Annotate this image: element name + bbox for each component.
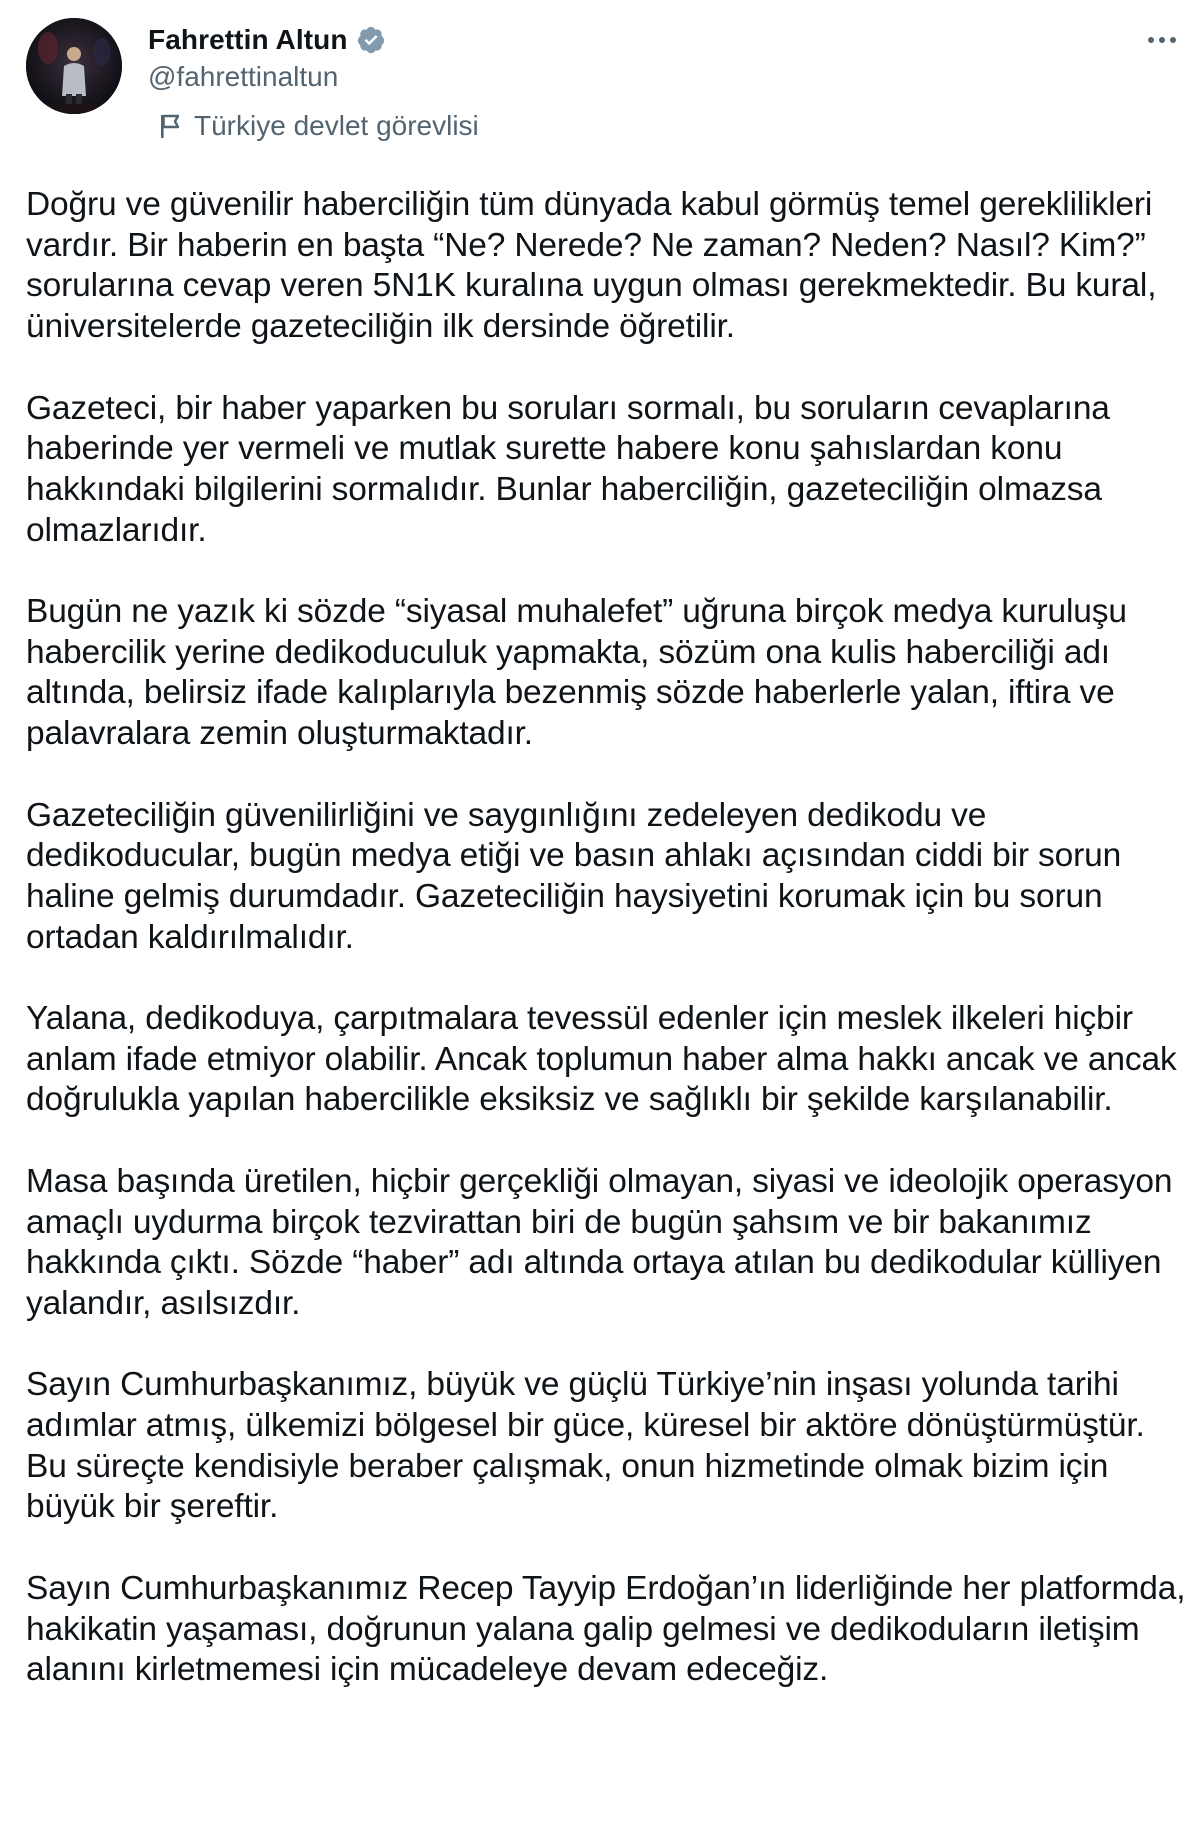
author-name-row[interactable] [148, 20, 386, 60]
tweet-paragraph: Sayın Cumhurbaşkanımız Recep Tayyip Erdoğan’ın liderliğinde her platformda, hakikatin yaşaması, doğrunun yalana galip gelmesi ve dedikoduların iletişim alanını kirletmemesi için mücadeleye devam edeceğiz. [26, 1569, 1186, 1689]
avatar[interactable] [26, 18, 122, 114]
tweet-paragraph: Masa başında üretilen, hiçbir gerçekliği olmayan, siyasi ve ideolojik operasyon amaçlı uydurma birçok tezvirattan biri de bugün şahsım ve bir bakanımız hakkında çıktı. Sözde “haber” adı altında ortaya atılan bu dedikodular külliyen yalandır, asılsızdır. [26, 1162, 1173, 1322]
tweet-paragraph: Doğru ve güvenilir haberciliğin tüm dünyada kabul görmüş temel gereklilikleri vardır. Bir haberin en başta “Ne? Nerede? Ne zaman? Neden? Nasıl? Kim?” sorularına cevap veren 5N1K kuralına uygun olması gerekmektedir. Bu kural, üniversitelerde gazeteciliğin ilk dersinde öğretilir. [26, 186, 1157, 346]
verified-badge-icon[interactable] [356, 25, 386, 55]
author-handle[interactable]: @fahrettinaltun [148, 61, 339, 92]
affiliation-label [158, 108, 479, 144]
tweet-paragraph: Gazeteci, bir haber yaparken bu soruları sormalı, bu soruların cevaplarına haberinde yer vermeli ve mutlak surette habere konu şahıslardan konu hakkındaki bilgilerini sormalıdır. Bunlar haberciliğin, gazeteciliğin olmazsa olmazlarıdır. [26, 389, 1110, 549]
profile-photo [26, 18, 122, 114]
tweet-paragraph: Sayın Cumhurbaşkanımız, büyük ve güçlü Türkiye’nin inşası yolunda tarihi adımlar atmış, ülkemizi bölgesel bir güce, küresel bir aktöre dönüştürmüştür. Bu süreçte kendisiyle beraber çalışmak, onun hizmetinde olmak bizim için büyük bir şereftir. [26, 1366, 1145, 1526]
tweet-paragraph: Yalana, dedikoduya, çarpıtmalara tevessül edenler için meslek ilkeleri hiçbir anlam ifade etmiyor olabilir. Ancak toplumun haber alma hakkı ancak ve ancak doğrulukla yapılan habercilikle eksiksiz ve sağlıklı bir şekilde karşılanabilir. [26, 1000, 1177, 1119]
affiliation-text: Türkiye devlet görevlisi [194, 110, 479, 141]
author-display-name[interactable]: Fahrettin Altun [148, 24, 348, 55]
tweet-paragraph: Bugün ne yazık ki sözde “siyasal muhalefet” uğruna birçok medya kuruluşu habercilik yerine dedikoduculuk yapmakta, sözüm ona kulis haberciliği adı altında, belirsiz ifade kalıplarıyla bezenmiş sözde haberlerle yalan, iftira ve palavralara zemin oluşturmaktadır. [26, 593, 1127, 753]
tweet-text [26, 185, 1186, 1691]
flag-icon [158, 112, 182, 140]
tweet-header [0, 0, 1200, 150]
more-options-icon[interactable] [1142, 22, 1182, 58]
tweet-paragraph: Gazeteciliğin güvenilirliğini ve saygınlığını zedeleyen dedikodu ve dedikoducular, bugün medya etiği ve basın ahlakı açısından ciddi bir sorun haline gelmiş durumdadır. Gazeteciliğin haysiyetini korumak için bu sorun ortadan kaldırılmalıdır. [26, 796, 1122, 956]
